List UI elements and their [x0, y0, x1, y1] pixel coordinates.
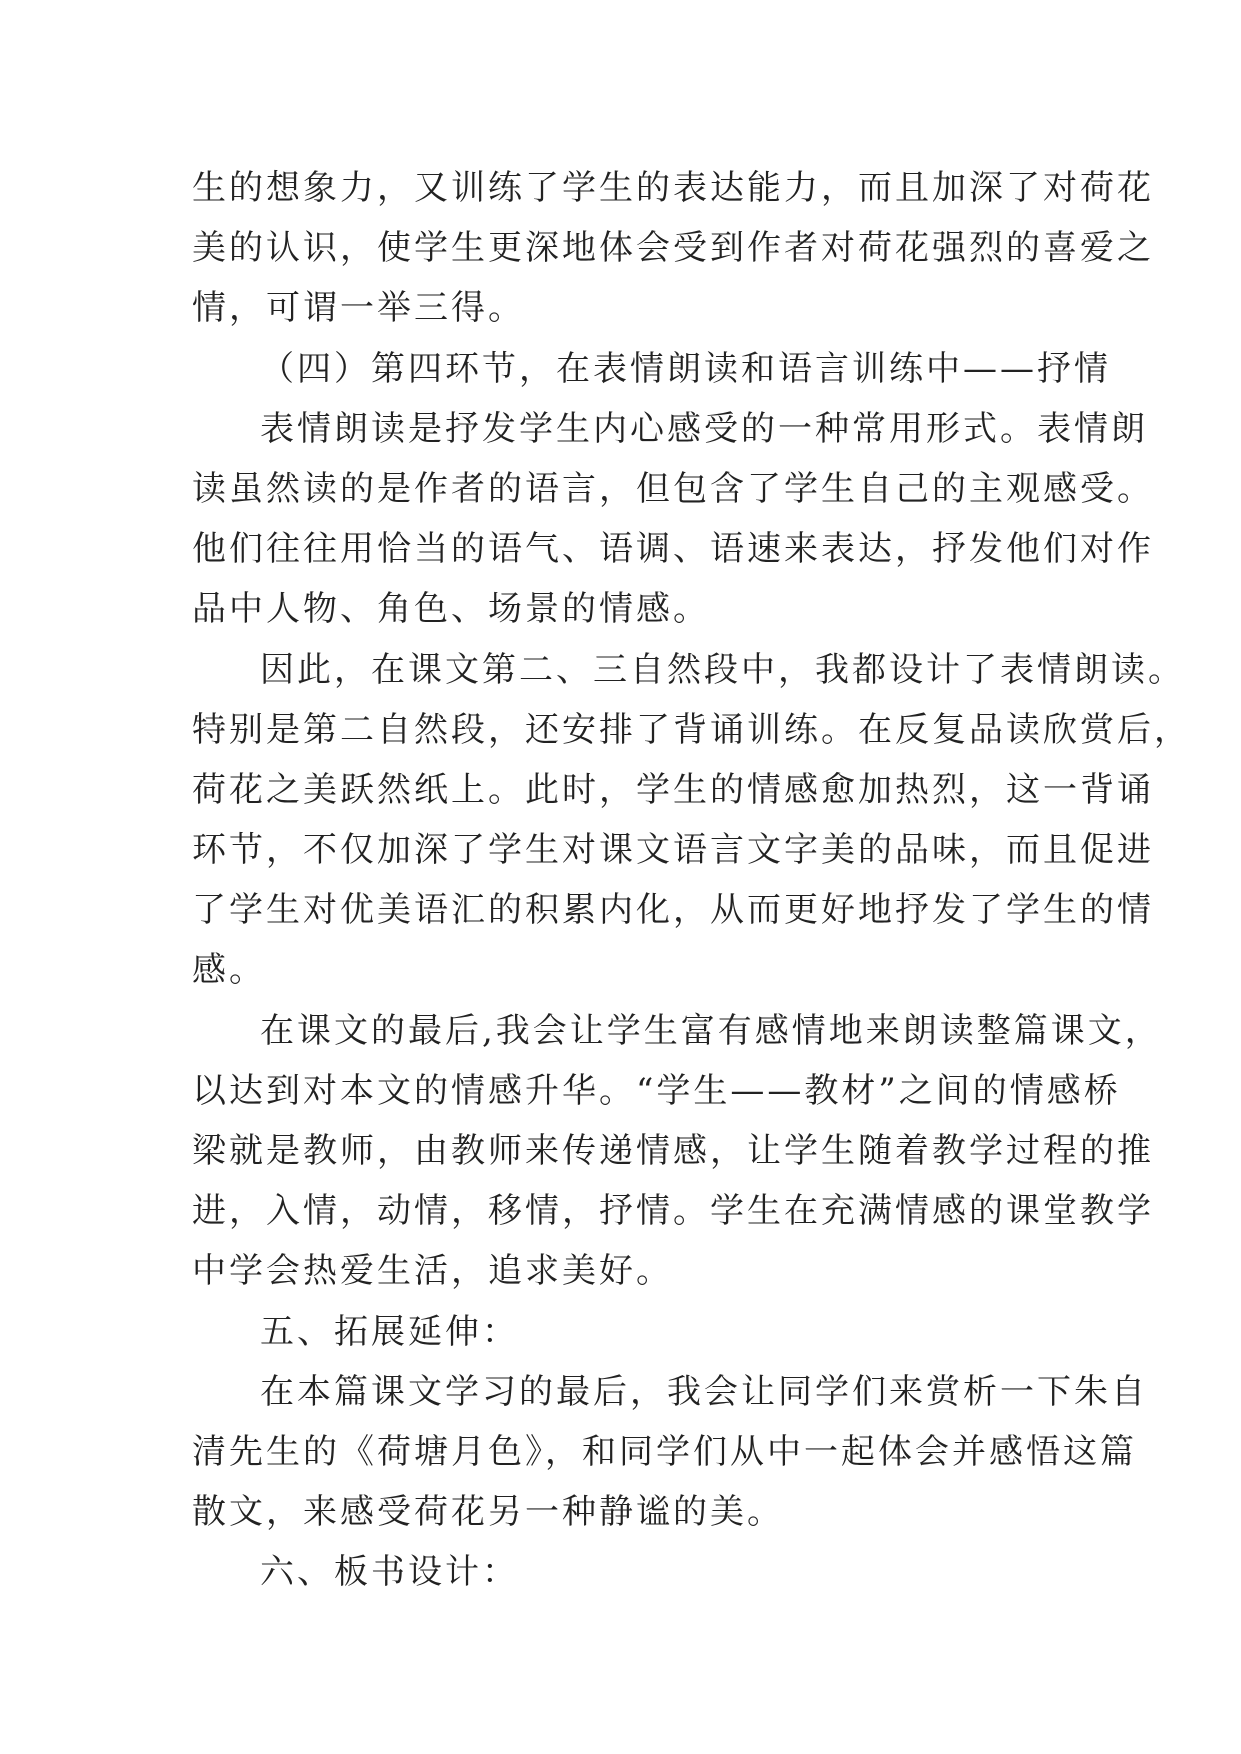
text-line-21: 在本篇课文学习的最后，我会让同学们来赏析一下朱自 [260, 1371, 1148, 1412]
section-heading-4: （四）第四环节，在表情朗读和语言训练中——抒情 [260, 348, 1111, 389]
text-line-9: 因此，在课文第二、三自然段中，我都设计了表情朗读。 [260, 649, 1185, 690]
text-line-17: 梁就是教师，由教师来传递情感，让学生随着教学过程的推 [192, 1131, 1154, 1171]
text-line-3: 情，可谓一举三得。 [192, 288, 525, 329]
text-line-19: 中学会热爱生活，追求美好。 [192, 1251, 673, 1292]
text-line-1: 生的想象力，又训练了学生的表达能力，而且加深了对荷花 [192, 168, 1154, 208]
section-heading-extension: 五、拓展延伸： [260, 1311, 519, 1352]
text-line-12: 环节，不仅加深了学生对课文语言文字美的品味，而且促进 [192, 830, 1154, 871]
text-line-14: 感。 [192, 950, 266, 991]
text-line-23: 散文，来感受荷花另一种静谧的美。 [192, 1492, 784, 1533]
text-line-16: 以达到对本文的情感升华。“学生——教材”之间的情感桥 [192, 1070, 1121, 1111]
text-line-10: 特别是第二自然段，还安排了背诵训练。在反复品读欣赏后， [192, 709, 1191, 750]
document-body [192, 158, 1191, 1603]
text-line-15: 在课文的最后,我会让学生富有感情地来朗读整篇课文， [260, 1010, 1162, 1051]
text-line-5: 表情朗读是抒发学生内心感受的一种常用形式。表情朗 [260, 408, 1148, 449]
text-line-11: 荷花之美跃然纸上。此时，学生的情感愈加热烈，这一背诵 [192, 769, 1154, 810]
text-line-22: 清先生的《荷塘月色》，和同学们从中一起体会并感悟这篇 [192, 1431, 1137, 1472]
text-line-13: 了学生对优美语汇的积累内化，从而更好地抒发了学生的情 [192, 890, 1154, 931]
section-heading-board-design: 六、板书设计： [260, 1552, 519, 1593]
text-line-6: 读虽然读的是作者的语言，但包含了学生自己的主观感受。 [192, 468, 1154, 509]
text-line-7: 他们往往用恰当的语气、语调、语速来表达，抒发他们对作 [192, 529, 1154, 570]
text-line-18: 进，入情，动情，移情，抒情。学生在充满情感的课堂教学 [192, 1191, 1154, 1232]
text-line-2: 美的认识，使学生更深地体会受到作者对荷花强烈的喜爱之 [192, 228, 1154, 269]
text-line-8: 品中人物、角色、场景的情感。 [192, 589, 710, 630]
